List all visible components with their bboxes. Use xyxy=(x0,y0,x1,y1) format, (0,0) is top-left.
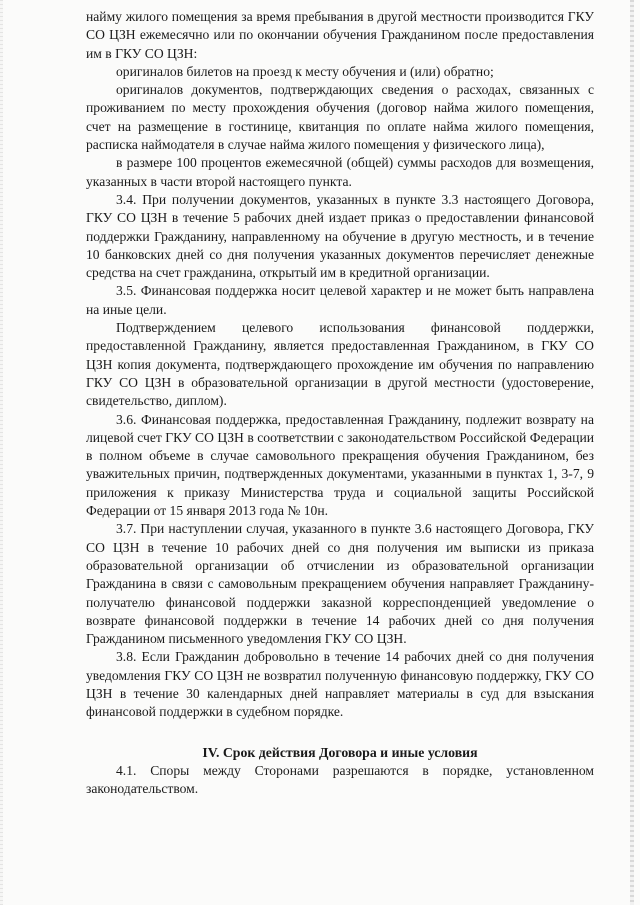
paragraph-tickets: оригиналов билетов на проезд к месту обучения и (или) обратно; xyxy=(116,63,494,79)
scan-edge-left xyxy=(0,0,3,905)
paragraph-3-8: 3.8. Если Гражданин добровольно в течение 14 рабочих дней со дня получения уведомления ГКУ СО ЦЗН не возвратил полученную финансовую поддержку, ГКУ СО ЦЗН в течение 30 календарных дней направляет материалы в суд для взыскания финансовой поддержки в судебном порядке. xyxy=(86,649,594,720)
scan-edge-right xyxy=(630,0,634,905)
paragraph-4-1: 4.1. Споры между Сторонами разрешаются в порядке, установленном законодательством. xyxy=(86,762,594,797)
paragraph-3-6: 3.6. Финансовая поддержка, предоставленная Гражданину, подлежит возврату на лицевой счет ГКУ СО ЦЗН в соответствии с законодательством Российской Федерации в полном объеме в случае самовольного прекращения обучения Гражданином, без уважительных причин, подтвержденных документами, указанными в пунктах 1, 3-7, 9 приложения к приказу Министерства труда и социальной защиты Российской Федерации от 15 января 2013 года № 10н. xyxy=(86,411,594,519)
section-heading: IV. Срок действия Договора и иные условия xyxy=(202,744,478,760)
paragraph-continuation: найму жилого помещения за время пребывания в другой местности производится ГКУ СО ЦЗН ежемесячно или по окончании обучения Гражданином после предоставления им в ГКУ СО ЦЗН: xyxy=(86,9,594,61)
document-body xyxy=(86,8,594,798)
paragraph-documents: оригиналов документов, подтверждающих сведения о расходах, связанных с проживанием по месту прохождения обучения (договор найма жилого помещения, счет на размещение в гостинице, квитанция по оплате найма жилого помещения, расписка наймодателя в случае найма жилого помещения у физического лица), xyxy=(86,82,594,153)
paragraph-3-5: 3.5. Финансовая поддержка носит целевой характер и не может быть направлена на иные цели. xyxy=(86,283,594,317)
paragraph-confirmation: Подтверждением целевого использования финансовой поддержки, предоставленной Гражданину, является предоставленная Гражданином, в ГКУ СО ЦЗН копия документа, подтверждающего прохождение им обучения по направлению ГКУ СО ЦЗН в образовательной организации в другой местности (удостоверение, свидетельство, диплом). xyxy=(86,320,594,409)
paragraph-amount: в размере 100 процентов ежемесячной (общей) суммы расходов для возмещения, указанных в части второй настоящего пункта. xyxy=(86,155,594,189)
paragraph-3-7: 3.7. При наступлении случая, указанного в пункте 3.6 настоящего Договора, ГКУ СО ЦЗН в течение 10 рабочих дней со дня получения им выписки из приказа образовательной организации об отчислении из образовательной организации Гражданина в связи с самовольным прекращением обучения направляет Гражданину-получателю финансовой поддержки заказной корреспонденцией уведомление о возврате финансовой поддержки в течение 14 рабочих дней со дня получения Гражданином письменного уведомления ГКУ СО ЦЗН. xyxy=(86,521,594,647)
paragraph-3-4: 3.4. При получении документов, указанных в пункте 3.3 настоящего Договора, ГКУ СО ЦЗН в течение 5 рабочих дней издает приказ о предоставлении финансовой поддержки Гражданину, направленному на обучение в другую местность, и в течение 10 банковских дней со дня получения указанных документов перечисляет денежные средства на счет гражданина, открытый им в кредитной организации. xyxy=(86,191,594,281)
